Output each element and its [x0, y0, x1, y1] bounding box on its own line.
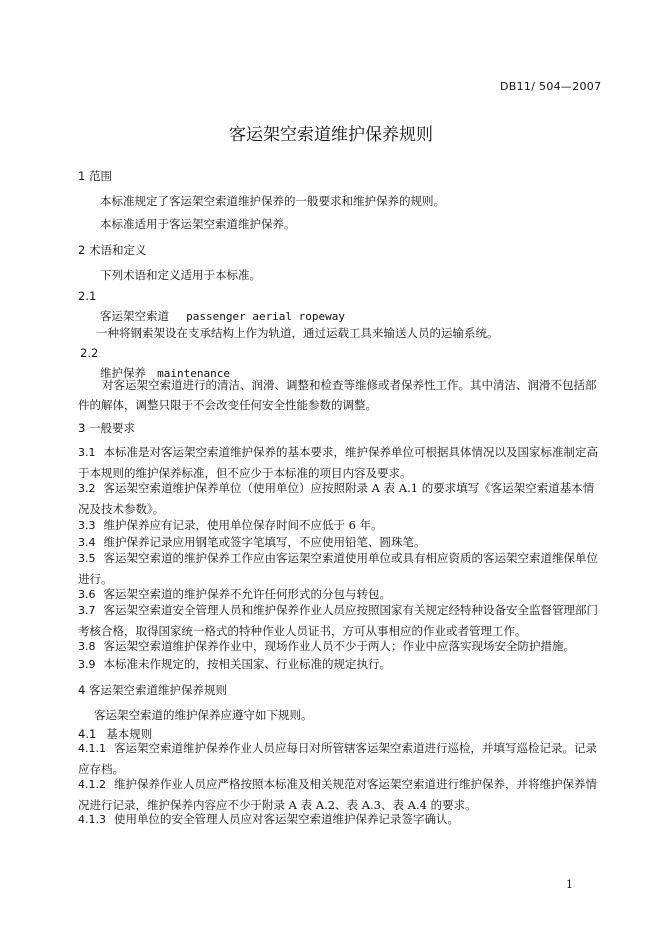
term-2-1-line [100, 305, 345, 324]
clause-3-5-number: 3.5 [78, 552, 96, 565]
section-4-paragraph-1: 客运架空索道的维护保养应遵守如下规则。 [94, 708, 313, 722]
clause-4-1-2-text: 维护保养作业人员应严格按照本标准及相关规范对客运架空索道进行维护保养，并将维护保养情况进行记录，维护保养内容应不少于附录 A 表 A.2、表 A.3、表 A.4 的要求。 [78, 777, 597, 812]
clause-3-2 [78, 478, 600, 519]
clause-4-1-3-number: 4.1.3 [78, 813, 106, 826]
clause-3-9-number: 3.9 [78, 658, 96, 671]
section-1-paragraph-1: 本标准规定了客运架空索道维护保养的一般要求和维护保养的规则。 [100, 194, 445, 208]
clause-4-1-2 [78, 774, 600, 815]
clause-3-4-number: 3.4 [78, 536, 96, 549]
clause-3-6-number: 3.6 [78, 588, 96, 601]
clause-3-6-text: 客运架空索道的维护保养不允许任何形式的分包与转包。 [103, 587, 391, 601]
section-2-paragraph-1: 下列术语和定义适用于本标准。 [100, 268, 261, 282]
term-2-2-term: 维护保养 [100, 366, 146, 380]
clause-3-1-text: 本标准是对客运架空索道维护保养的基本要求，维护保养单位可根据具体情况以及国家标准制定高于本规则的维护保养标准，但不应少于本标准的项目内容及要求。 [78, 445, 598, 480]
term-2-2-definition: 对客运架空索道进行的清洁、润滑、调整和检查等维修或者保养性工作。其中清洁、润滑不包括部件的解体，调整只限于不会改变任何安全性能参数的调整。 [78, 378, 597, 412]
clause-3-4-text: 维护保养记录应用钢笔或签字笔填写，不应使用铅笔、圆珠笔。 [103, 535, 426, 549]
clause-3-2-number: 3.2 [78, 482, 96, 495]
clause-3-9 [78, 656, 391, 672]
term-2-2-number: 2.2 [80, 346, 99, 360]
section-1-paragraph-2: 本标准适用于客运架空索道维护保养。 [100, 217, 296, 231]
clause-4-1-3 [78, 811, 459, 827]
clause-3-3-text: 维护保养应有记录，使用单位保存时间不应低于 6 年。 [103, 518, 383, 532]
clause-3-1 [78, 442, 600, 483]
clause-3-5-text: 客运架空索道的维护保养工作应由客运架空索道使用单位或具有相应资质的客运架空索道维保单位进行。 [78, 551, 598, 586]
clause-4-1-3-text: 使用单位的安全管理人员应对客运架空索道维护保养记录签字确认。 [114, 812, 459, 826]
clause-4-1-1-text: 客运架空索道维护保养作业人员应每日对所管辖客运架空索道进行巡检，并填写巡检记录。记录应存档。 [78, 741, 597, 776]
clause-4-1-1 [78, 738, 600, 779]
section-4-heading: 4 客运架空索道维护保养规则 [78, 683, 227, 697]
clause-3-9-text: 本标准未作规定的，按相关国家、行业标准的规定执行。 [103, 657, 391, 671]
term-2-1-definition: 一种将钢索架设在支承结构上作为轨道，通过运载工具来输送人员的运输系统。 [96, 326, 499, 340]
clause-3-1-number: 3.1 [78, 446, 96, 459]
clause-3-3-number: 3.3 [78, 519, 96, 532]
term-2-2-english: maintenance [157, 367, 230, 380]
subsection-4-1-title: 基本规则 [106, 727, 153, 741]
section-3-heading: 3 一般要求 [78, 421, 135, 435]
clause-3-7-number: 3.7 [78, 604, 96, 617]
clause-3-8-number: 3.8 [78, 640, 96, 653]
clause-3-5 [78, 548, 600, 589]
page-number: 1 [566, 878, 573, 891]
clause-3-7 [78, 600, 600, 641]
term-2-1-term: 客运架空索道 [100, 309, 169, 323]
clause-3-8-text: 客运架空索道维护保养作业中，现场作业人员不少于两人；作业中应落实现场安全防护措施。 [103, 639, 575, 653]
section-1-heading: 1 范围 [78, 169, 112, 183]
document-title: 客运架空索道维护保养规则 [229, 125, 433, 145]
standard-code: DB11/ 504—2007 [500, 80, 602, 93]
clause-4-1-2-number: 4.1.2 [78, 778, 106, 791]
clause-4-1-1-number: 4.1.1 [78, 742, 106, 755]
term-2-1-number: 2.1 [78, 289, 97, 303]
clause-3-3 [78, 517, 383, 533]
clause-3-8 [78, 638, 575, 654]
clause-3-2-text: 客运架空索道维护保养单位（使用单位）应按照附录 A 表 A.1 的要求填写《客运架空索道基本情况及技术参数》。 [78, 481, 595, 516]
section-2-heading: 2 术语和定义 [78, 243, 147, 257]
term-2-1-english: passenger aerial ropeway [186, 310, 346, 323]
clause-3-7-text: 客运架空索道安全管理人员和维护保养作业人员应按照国家有关规定经特种设备安全监督管理部门考核合格，取得国家统一格式的特种作业人员证书，方可从事相应的作业或者管理工作。 [78, 603, 598, 638]
subsection-4-1-number: 4.1 [78, 727, 97, 741]
